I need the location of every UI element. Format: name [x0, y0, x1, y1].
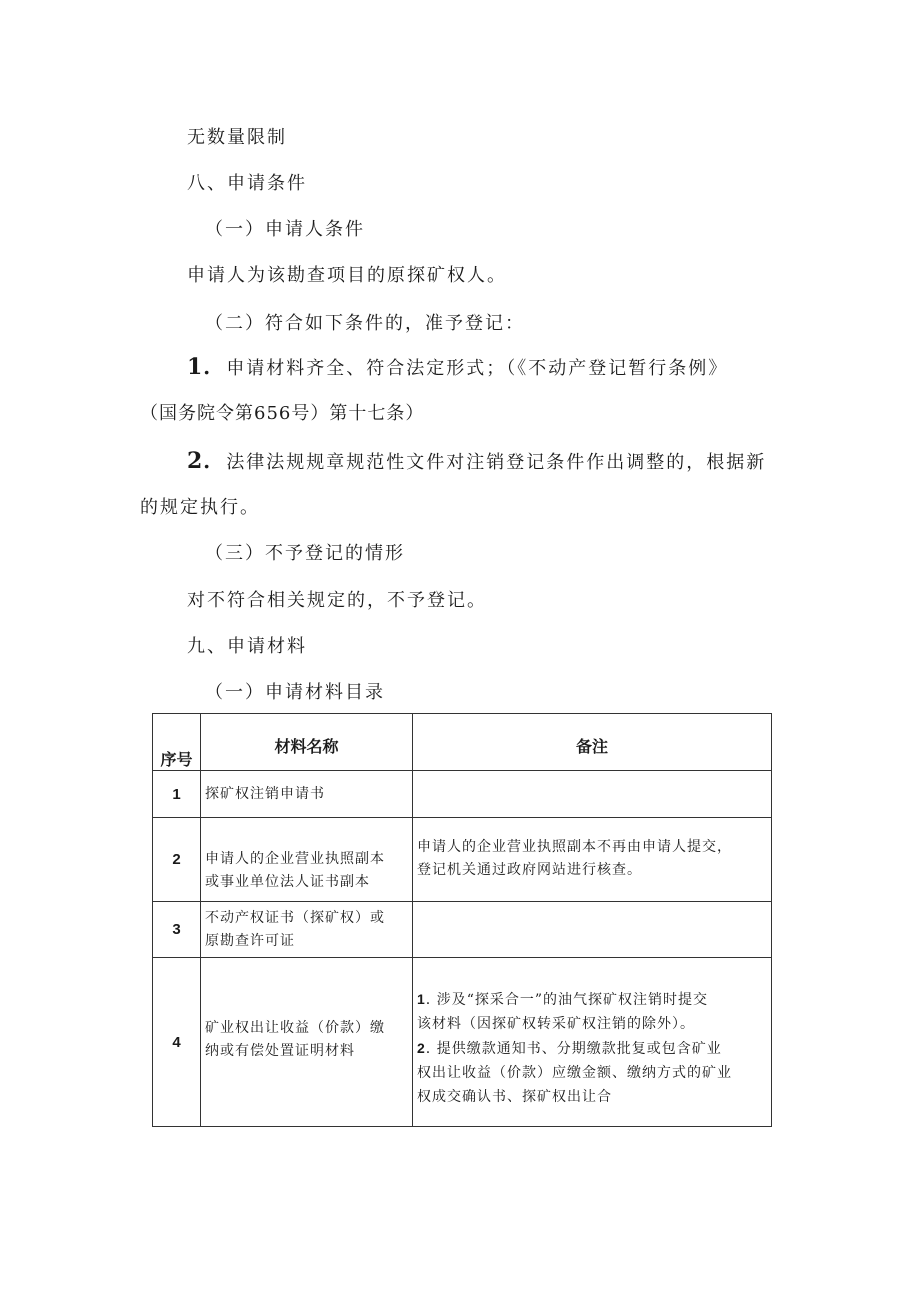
table-header-row	[153, 714, 772, 771]
paragraph-condition-2-cont: 的规定执行。	[140, 497, 260, 518]
subheading-applicant-conditions: （一）申请人条件	[205, 219, 365, 240]
note-item-1: 1. 涉及“探采合一”的油气探矿权注销时提交	[417, 991, 709, 1008]
row-3-note	[413, 902, 772, 958]
paragraph-condition-1-cont: （国务院令第656号）第十七条）	[140, 403, 425, 424]
subheading-rejection: （三）不予登记的情形	[205, 543, 405, 564]
row-1-no: 1	[153, 771, 201, 818]
row-3-no: 3	[153, 902, 201, 958]
row-4-note: 1. 涉及“探采合一”的油气探矿权注销时提交 该材料（因探矿权转采矿权注销的除外）。 2. 提供缴款通知书、分期缴款批复或包含矿业 权出让收益（价款）应缴金额、缴纳方式的矿业 权成交确认书、探矿权出让合	[413, 958, 772, 1127]
row-1-name: 探矿权注销申请书	[201, 771, 413, 818]
section-heading-8: 八、申请条件	[187, 173, 307, 194]
section-heading-9: 九、申请材料	[187, 636, 307, 657]
header-note: 备注	[413, 714, 772, 771]
header-no: 序号	[153, 714, 201, 771]
paragraph-quantity: 无数量限制	[187, 127, 287, 148]
paragraph-condition-2	[187, 450, 766, 474]
row-2-no: 2	[153, 818, 201, 902]
condition-1-text: 申请材料齐全、符合法定形式；（《不动产登记暂行条例》	[226, 358, 729, 379]
row-4-no: 4	[153, 958, 201, 1127]
paragraph-condition-1	[187, 356, 728, 380]
condition-2-text: 法律法规规章规范性文件对注销登记条件作出调整的，根据新	[226, 452, 767, 473]
condition-2-number: 2．	[187, 448, 227, 474]
table-row	[153, 902, 772, 958]
header-name: 材料名称	[201, 714, 413, 771]
materials-table	[152, 713, 772, 1127]
paragraph-applicant: 申请人为该勘查项目的原探矿权人。	[187, 265, 507, 286]
row-2-name: 申请人的企业营业执照副本 或事业单位法人证书副本	[201, 818, 413, 902]
row-3-name: 不动产权证书（探矿权）或 原勘查许可证	[201, 902, 413, 958]
row-2-note: 申请人的企业营业执照副本不再由申请人提交， 登记机关通过政府网站进行核查。	[413, 818, 772, 902]
row-4-name: 矿业权出让收益（价款）缴 纳或有偿处置证明材料	[201, 958, 413, 1127]
note-item-2: 2. 提供缴款通知书、分期缴款批复或包含矿业	[417, 1040, 722, 1057]
row-1-note	[413, 771, 772, 818]
condition-1-number: 1．	[187, 354, 227, 380]
subheading-materials-list: （一）申请材料目录	[205, 682, 385, 703]
table-row	[153, 771, 772, 818]
paragraph-rejection: 对不符合相关规定的，不予登记。	[187, 590, 487, 611]
table-row	[153, 958, 772, 1127]
subheading-approval-conditions: （二）符合如下条件的，准予登记：	[205, 313, 525, 334]
table-row	[153, 818, 772, 902]
